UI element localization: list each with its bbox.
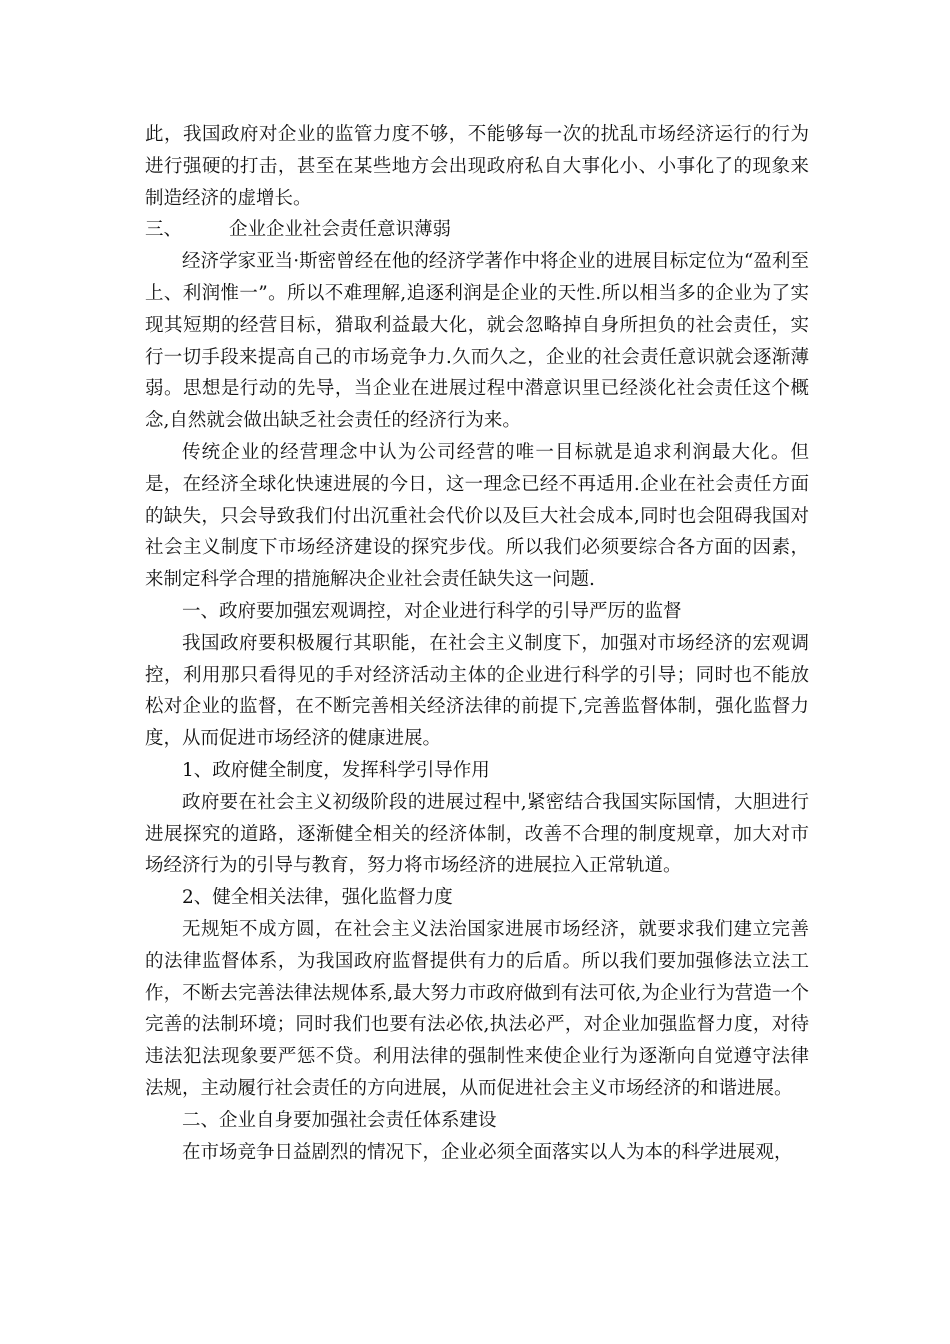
subheading-1-2: 2、健全相关法律，强化监督力度 <box>182 887 453 909</box>
paragraph: 无规矩不成方圆，在社会主义法治国家进展市场经济，就要求我们建立完善的法律监督体系，为我国政府监督提供有力的后盾。所以我们要加强修法立法工作，不断去完善法律法规体系,最大努力市政府做到有法可依,为企业行为营造一个完善的法制环境；同时我们也要有法必依,执法必严，对企业加强监督力度，对待违法犯法现象要严惩不贷。利用法律的强制性来使企业行为逐渐向自觉遵守法律法规，主动履行社会责任的方向进展，从而促进社会主义市场经济的和谐进展。 <box>145 918 809 1099</box>
paragraph: 在市场竞争日益剧烈的情况下，企业必须全面落实以人为本的科学进展观， <box>182 1141 793 1163</box>
paragraph: 我国政府要积极履行其职能，在社会主义制度下，加强对市场经济的宏观调控，利用那只看得见的手对经济活动主体的企业进行科学的引导；同时也不能放松对企业的监督，在不断完善相关经济法律的前提下,完善监督体制，强化监督力度，从而促进市场经济的健康进展。 <box>145 632 809 750</box>
paragraph: 政府要在社会主义初级阶段的进展过程中,紧密结合我国实际国情，大胆进行进展探究的道路，逐渐健全相关的经济体制，改善不合理的制度规章，加大对市场经济行为的引导与教育，努力将市场经济的进展拉入正常轨道。 <box>145 791 809 877</box>
paragraph: 传统企业的经营理念中认为公司经营的唯一目标就是追求利润最大化。但是，在经济全球化快速进展的今日，这一理念已经不再适用.企业在社会责任方面的缺失，只会导致我们付出沉重社会代价以及巨大社会成本,同时也会阻碍我国对社会主义制度下市场经济建设的探究步伐。所以我们必须要综合各方面的因素，来制定科学合理的措施解决企业社会责任缺失这一问题. <box>145 441 809 591</box>
section-heading-3 <box>145 214 809 246</box>
heading-2: 二、企业自身要加强社会责任体系建设 <box>182 1109 497 1131</box>
section-number: 三、 <box>145 219 183 241</box>
section-title: 企业企业社会责任意识薄弱 <box>229 219 452 241</box>
subheading-1-1: 1、政府健全制度，发挥科学引导作用 <box>182 759 490 781</box>
paragraph: 经济学家亚当·斯密曾经在他的经济学著作中将企业的进展目标定位为“盈利至上、利润惟一”。所以不难理解,追逐利润是企业的天性.所以相当多的企业为了实现其短期的经营目标，猎取利益最大化，就会忽略掉自身所担负的社会责任，实行一切手段来提高自己的市场竞争力.久而久之，企业的社会责任意识就会逐渐薄弱。思想是行动的先导，当企业在进展过程中潜意识里已经淡化社会责任这个概念,自然就会做出缺乏社会责任的经济行为来。 <box>145 251 809 432</box>
paragraph-continued: 此，我国政府对企业的监管力度不够，不能够每一次的扰乱市场经济运行的行为进行强硬的打击，甚至在某些地方会出现政府私自大事化小、小事化了的现象来制造经济的虚增长。 <box>145 124 809 209</box>
document-page <box>145 119 809 1168</box>
heading-1: 一、政府要加强宏观调控，对企业进行科学的引导严厉的监督 <box>182 600 682 622</box>
